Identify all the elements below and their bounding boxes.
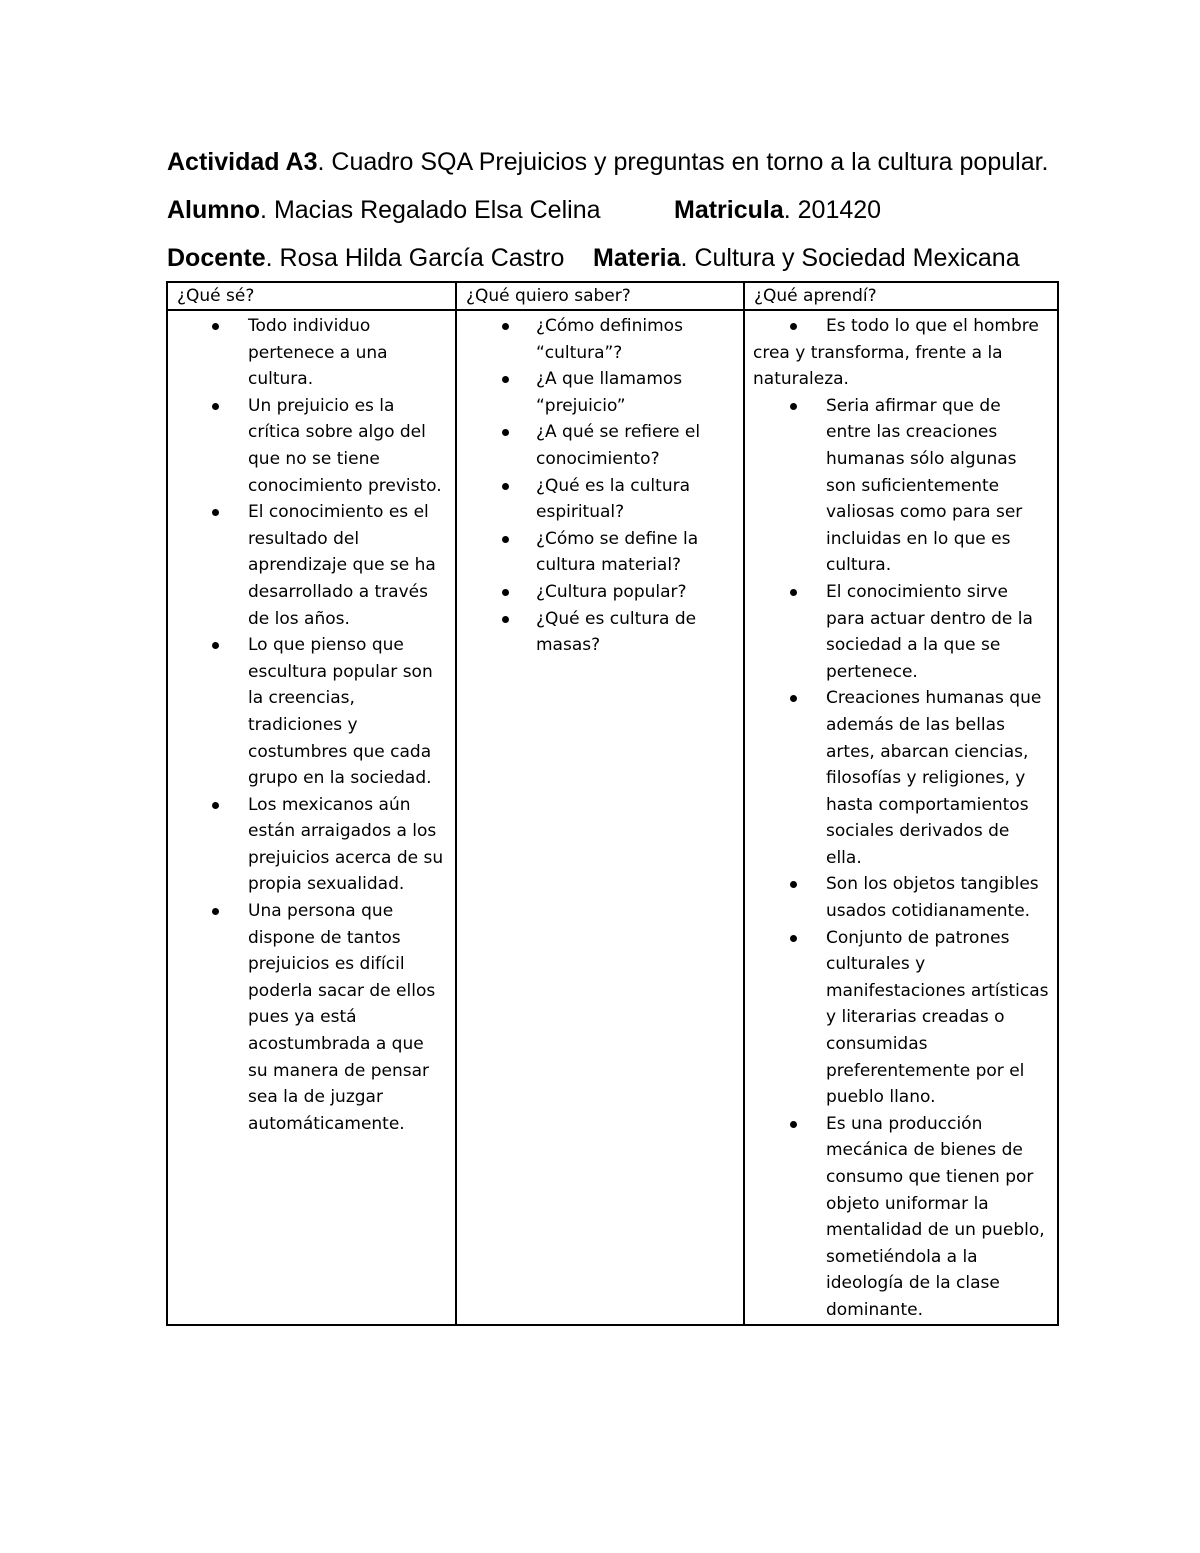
list-que-se bbox=[176, 313, 447, 1137]
materia-text: . Cultura y Sociedad Mexicana bbox=[680, 244, 1020, 272]
matricula-text: . 201420 bbox=[783, 196, 882, 224]
list-item: ¿Qué es la cultura espiritual? bbox=[465, 473, 735, 526]
cell-que-quiero-saber bbox=[456, 310, 744, 1325]
list-item: Es una producción mecánica de bienes de consumo que tienen por objeto uniformar la mentalidad de un pueblo, sometiéndola a la ideología de la clase dominante. bbox=[753, 1111, 1049, 1324]
matricula-field bbox=[674, 196, 881, 224]
matricula-label: Matricula bbox=[674, 196, 784, 224]
table-header-row bbox=[167, 282, 1058, 310]
list-item: ¿A qué se refiere el conocimiento? bbox=[465, 419, 735, 472]
list-item: ¿Qué es cultura de masas? bbox=[465, 606, 735, 659]
list-item: Son los objetos tangibles usados cotidianamente. bbox=[753, 871, 1049, 924]
list-item: Los mexicanos aún están arraigados a los prejuicios acerca de su propia sexualidad. bbox=[176, 792, 447, 898]
list-item: Una persona que dispone de tantos prejuicios es difícil poderla sacar de ellos pues ya está acostumbrada a que su manera de pensar sea la de juzgar automáticamente. bbox=[176, 898, 447, 1137]
list-item: Un prejuicio es la crítica sobre algo del que no se tiene conocimiento previsto. bbox=[176, 393, 447, 499]
list-item: El conocimiento es el resultado del aprendizaje que se ha desarrollado a través de los años. bbox=[176, 499, 447, 632]
list-item: ¿Cómo definimos “cultura”? bbox=[465, 313, 735, 366]
materia-field bbox=[593, 244, 1020, 272]
docente-text: . Rosa Hilda García Castro bbox=[265, 244, 565, 272]
alumno-line bbox=[167, 186, 1067, 234]
list-item: Conjunto de patrones culturales y manifestaciones artísticas y literarias creadas o consumidas preferentemente por el pueblo llano. bbox=[753, 925, 1049, 1111]
docente-line bbox=[167, 234, 1067, 282]
list-item: Es todo lo que el hombre crea y transforma, frente a la naturaleza. bbox=[753, 313, 1049, 393]
list-item: Lo que pienso que escultura popular son la creencias, tradiciones y costumbres que cada grupo en la sociedad. bbox=[176, 632, 447, 792]
docente-label: Docente bbox=[167, 244, 266, 272]
list-item: Todo individuo pertenece a una cultura. bbox=[176, 313, 447, 393]
list-item: ¿Cultura popular? bbox=[465, 579, 735, 606]
list-que-aprendi bbox=[753, 313, 1049, 1324]
alumno-text: . Macias Regalado Elsa Celina bbox=[260, 196, 601, 224]
list-item: Creaciones humanas que además de las bellas artes, abarcan ciencias, filosofías y religiones, y hasta comportamientos sociales derivados de ella. bbox=[753, 685, 1049, 871]
header-que-quiero-saber: ¿Qué quiero saber? bbox=[456, 282, 744, 310]
list-item: ¿Cómo se define la cultura material? bbox=[465, 526, 735, 579]
header-que-aprendi: ¿Qué aprendí? bbox=[744, 282, 1058, 310]
sqa-table bbox=[166, 281, 1059, 1326]
docente-field bbox=[167, 234, 593, 282]
list-item: Seria afirmar que de entre las creaciones humanas sólo algunas son suficientemente valiosas como para ser incluidas en lo que es cultura. bbox=[753, 393, 1049, 579]
actividad-label: Actividad A3 bbox=[167, 148, 318, 176]
actividad-line bbox=[167, 138, 1067, 186]
alumno-field bbox=[167, 186, 674, 234]
header-que-se: ¿Qué sé? bbox=[167, 282, 456, 310]
list-item: El conocimiento sirve para actuar dentro de la sociedad a la que se pertenece. bbox=[753, 579, 1049, 685]
cell-que-se bbox=[167, 310, 456, 1325]
list-que-quiero-saber bbox=[465, 313, 735, 659]
materia-label: Materia bbox=[593, 244, 681, 272]
actividad-text: . Cuadro SQA Prejuicios y preguntas en torno a la cultura popular. bbox=[317, 148, 1049, 176]
list-item: ¿A que llamamos “prejuicio” bbox=[465, 366, 735, 419]
table-row bbox=[167, 310, 1058, 1325]
cell-que-aprendi bbox=[744, 310, 1058, 1325]
alumno-label: Alumno bbox=[167, 196, 261, 224]
document-header bbox=[167, 138, 1067, 282]
